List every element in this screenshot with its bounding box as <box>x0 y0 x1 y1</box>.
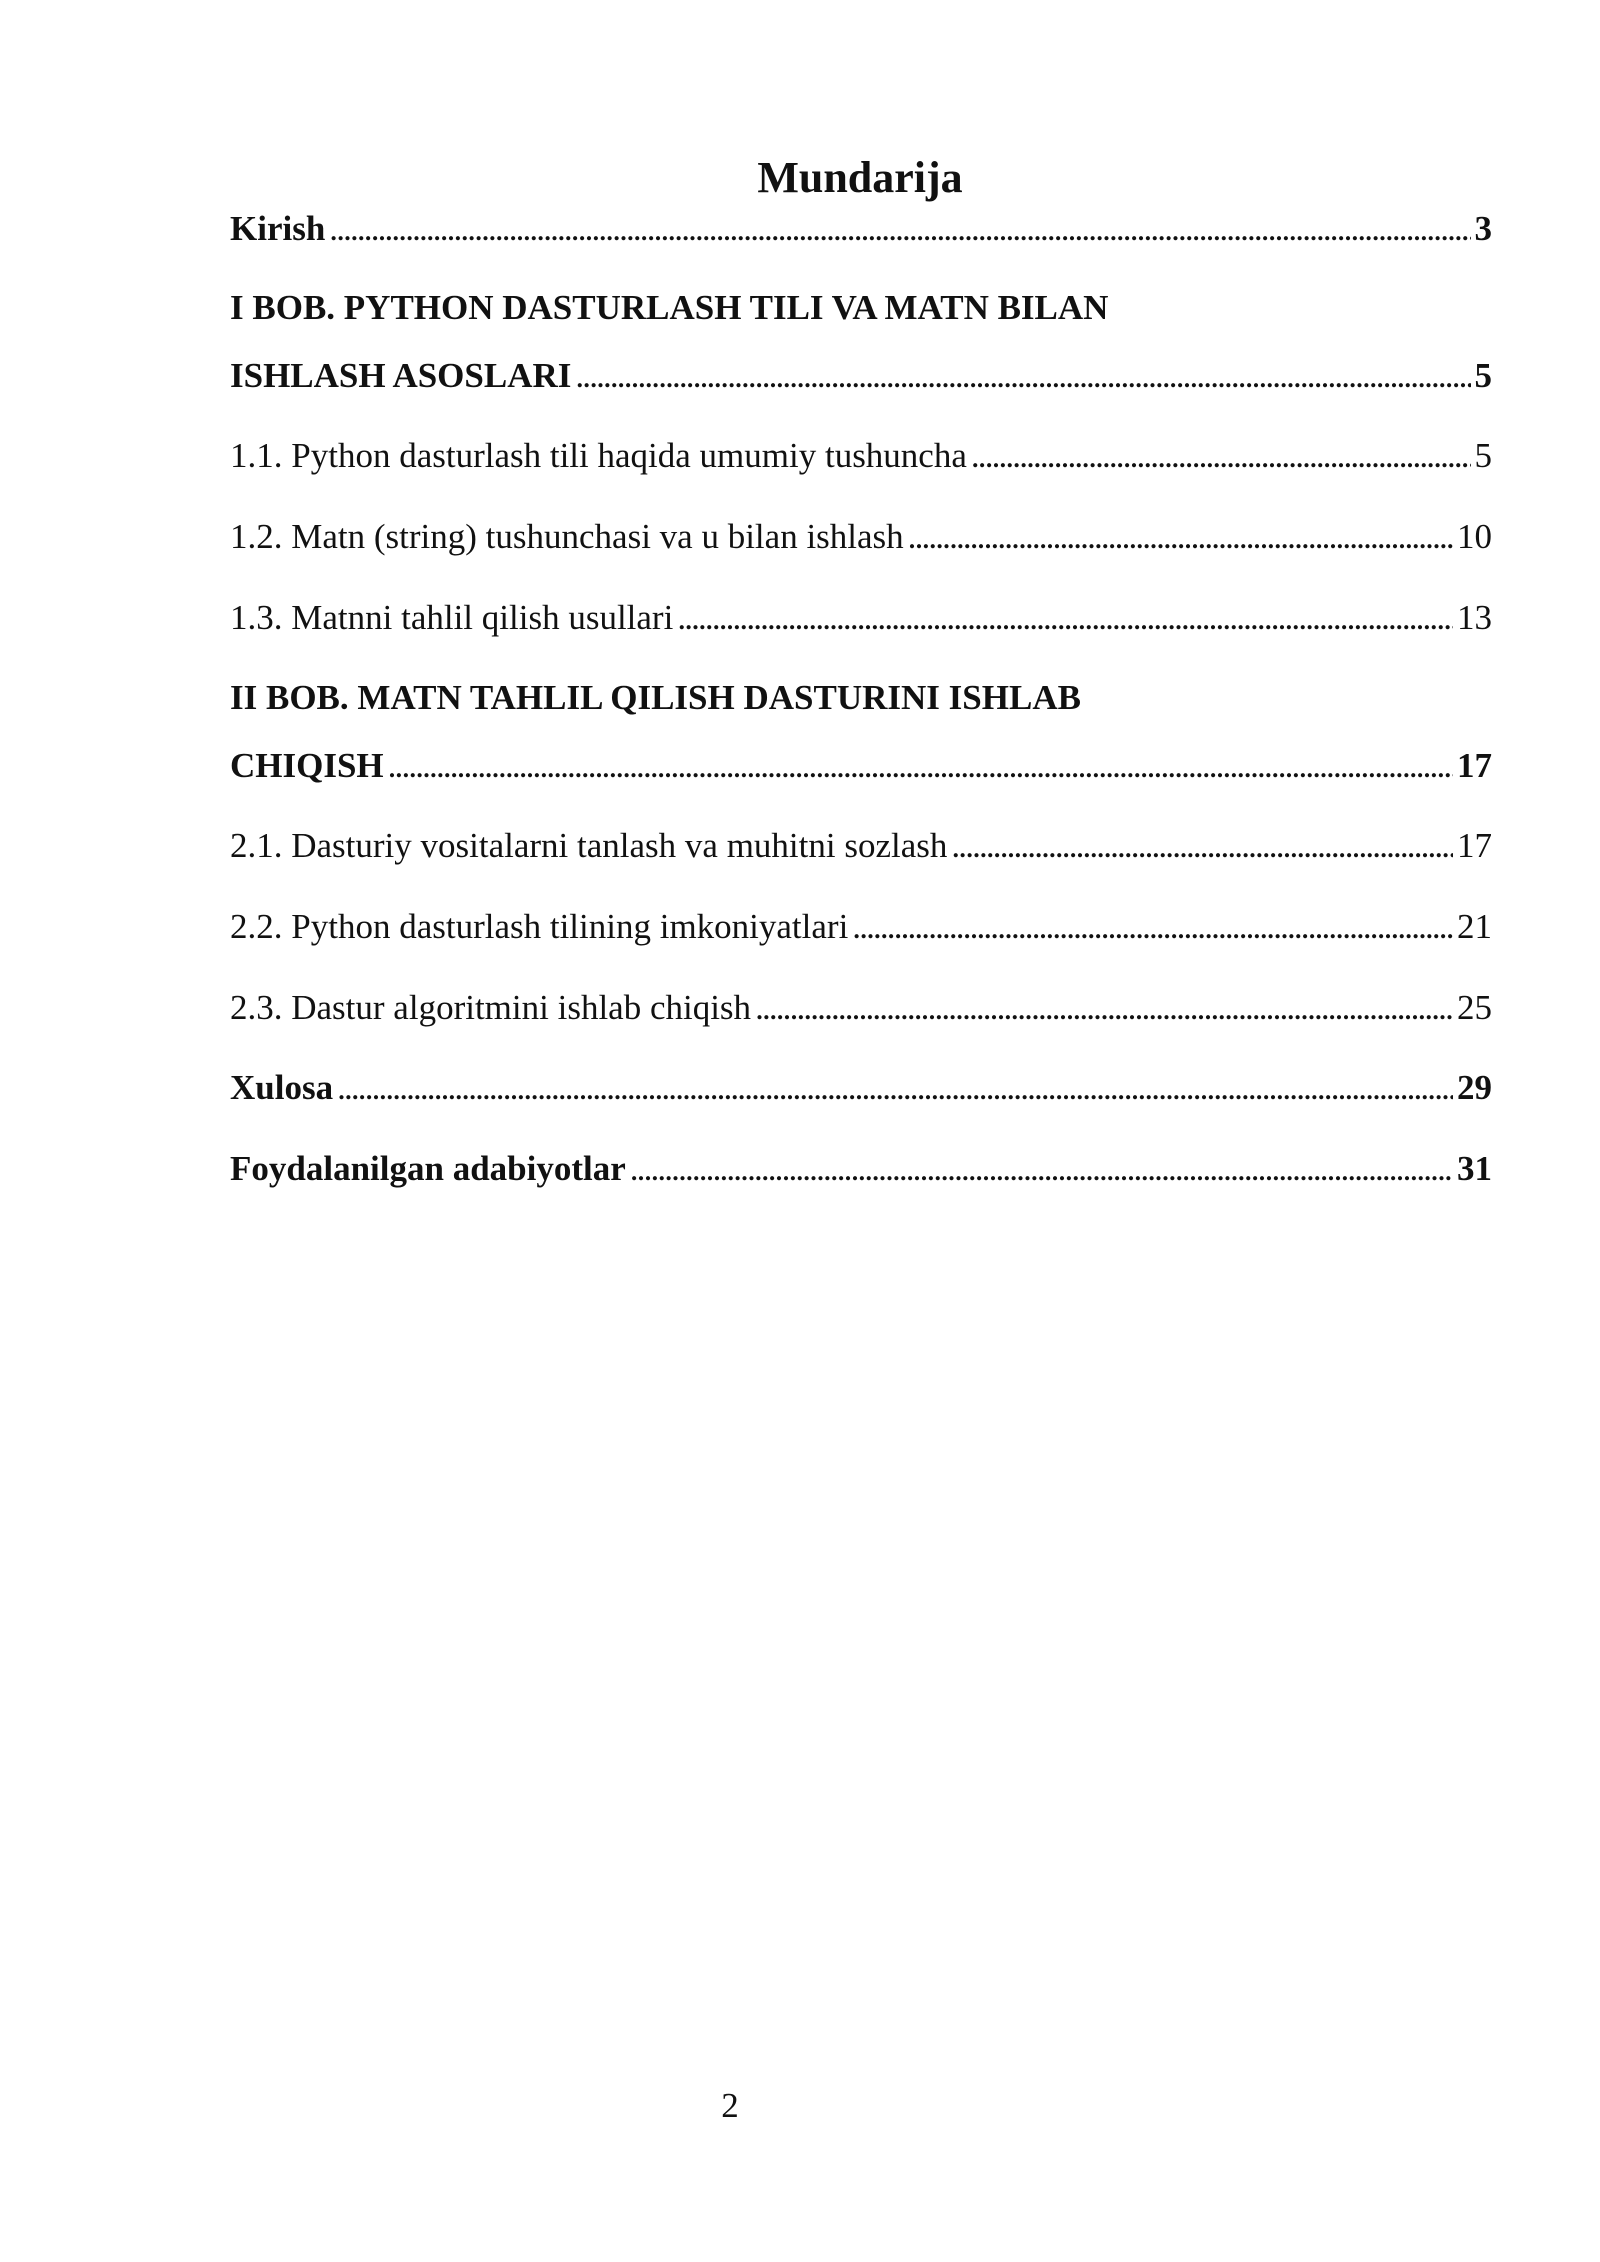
toc-entry-chapter-1[interactable] <box>230 284 1492 332</box>
toc-entry-label: Foydalanilgan adabiyotlar <box>230 1149 626 1188</box>
toc-entry-chapter-2[interactable] <box>230 674 1492 722</box>
toc-entry-page: 3 <box>1474 209 1492 248</box>
toc-entry-xulosa[interactable] <box>230 1064 1492 1112</box>
toc-entry-label: 1.1. Python dasturlash tili haqida umumiy tushuncha <box>230 436 967 475</box>
page-number: 2 <box>721 2086 739 2125</box>
dot-leader <box>329 205 1470 253</box>
toc-entry-label: Kirish <box>230 209 326 248</box>
toc-entry-page: 10 <box>1457 517 1492 556</box>
toc-entry-2-1[interactable] <box>230 822 1492 870</box>
toc-entry-chapter-2-cont[interactable] <box>230 742 1492 790</box>
toc-entry-page: 17 <box>1457 746 1492 785</box>
toc-entry-label: CHIQISH <box>230 746 384 785</box>
toc-entry-page: 5 <box>1474 356 1492 395</box>
dot-leader <box>677 594 1453 642</box>
toc-entry-1-1[interactable] <box>230 432 1492 480</box>
toc-entry-label-line1: II BOB. MATN TAHLIL QILISH DASTURINI ISHLAB <box>230 678 1081 717</box>
dot-leader <box>388 742 1453 790</box>
toc-entry-label: 2.1. Dasturiy vositalarni tanlash va muhitni sozlash <box>230 826 948 865</box>
toc-entry-1-3[interactable] <box>230 594 1492 642</box>
toc-entry-page: 13 <box>1457 598 1492 637</box>
dot-leader <box>575 352 1470 400</box>
toc-entry-label: 1.3. Matnni tahlil qilish usullari <box>230 598 674 637</box>
dot-leader <box>908 513 1453 561</box>
toc-entry-page: 5 <box>1474 436 1492 475</box>
toc-entry-label: Xulosa <box>230 1068 334 1107</box>
toc-entry-label: 2.3. Dastur algoritmini ishlab chiqish <box>230 988 752 1027</box>
dot-leader <box>951 822 1453 870</box>
toc-entry-label: 1.2. Matn (string) tushunchasi va u bilan ishlash <box>230 517 904 556</box>
toc-entry-label: 2.2. Python dasturlash tilining imkoniyatlari <box>230 907 849 946</box>
toc-entry-chapter-1-cont[interactable] <box>230 352 1492 400</box>
toc-entry-page: 29 <box>1457 1068 1492 1107</box>
toc-entry-2-3[interactable] <box>230 984 1492 1032</box>
dot-leader <box>755 984 1453 1032</box>
toc-entry-adabiyotlar[interactable] <box>230 1145 1492 1193</box>
toc-entry-label: ISHLASH ASOSLARI <box>230 356 572 395</box>
toc-entry-kirish[interactable] <box>230 205 1492 253</box>
dot-leader <box>337 1064 1453 1112</box>
dot-leader <box>630 1145 1453 1193</box>
dot-leader <box>852 903 1453 951</box>
toc-entry-page: 21 <box>1457 907 1492 946</box>
toc-entry-page: 31 <box>1457 1149 1492 1188</box>
toc-entry-2-2[interactable] <box>230 903 1492 951</box>
toc-title: Mundarija <box>757 153 963 202</box>
dot-leader <box>971 432 1471 480</box>
toc-entry-label-line1: I BOB. PYTHON DASTURLASH TILI VA MATN BILAN <box>230 288 1109 327</box>
toc-entry-page: 25 <box>1457 988 1492 1027</box>
toc-entry-page: 17 <box>1457 826 1492 865</box>
toc-entry-1-2[interactable] <box>230 513 1492 561</box>
